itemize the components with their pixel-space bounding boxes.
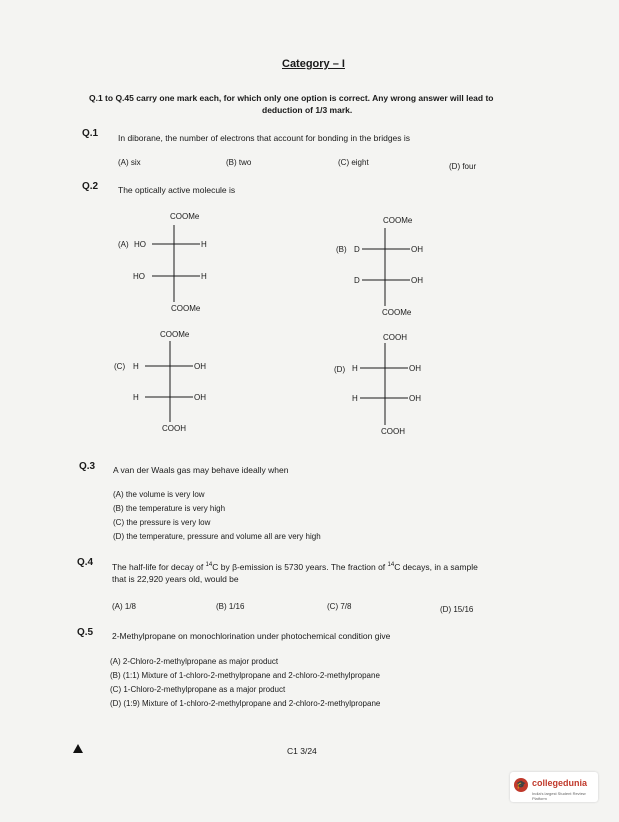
page-code: C1 3/24 bbox=[287, 746, 317, 756]
question-text: The optically active molecule is bbox=[118, 185, 236, 195]
fischer-b-r2-right: OH bbox=[411, 276, 423, 285]
option: (D) four bbox=[449, 162, 477, 171]
graduation-cap-icon: 🎓 bbox=[514, 778, 528, 792]
option: (B) the temperature is very high bbox=[113, 504, 226, 513]
question-text: A van der Waals gas may behave ideally when bbox=[113, 465, 289, 475]
question-number: Q.2 bbox=[82, 181, 99, 192]
fischer-d-r1-left: H bbox=[352, 364, 358, 373]
option: (B) (1:1) Mixture of 1-chloro-2-methylpropane and 2-chloro-2-methylpropane bbox=[110, 671, 380, 680]
fischer-d-bottom: COOH bbox=[381, 427, 405, 436]
option: (C) 7/8 bbox=[327, 602, 352, 611]
option: (A) 2-Chloro-2-methylpropane as major product bbox=[110, 657, 279, 666]
fischer-c-r2-right: OH bbox=[194, 393, 206, 402]
watermark-logo bbox=[510, 772, 598, 802]
question-number: Q.3 bbox=[79, 461, 96, 472]
watermark-tagline: India's largest Student Review Platform bbox=[532, 791, 586, 801]
question-text: In diborane, the number of electrons that account for bonding in the bridges is bbox=[118, 133, 411, 143]
fischer-c-r1-left: H bbox=[133, 362, 139, 371]
fischer-b-r1-right: OH bbox=[411, 245, 423, 254]
option: (C) eight bbox=[338, 158, 369, 167]
option: (D) the temperature, pressure and volume all are very high bbox=[113, 532, 321, 541]
fischer-a-bottom: COOMe bbox=[171, 304, 201, 313]
question-number: Q.5 bbox=[77, 627, 94, 638]
option: (D) (1:9) Mixture of 1-chloro-2-methylpropane and 2-chloro-2-methylpropane bbox=[110, 699, 381, 708]
fischer-b-r1-left: D bbox=[354, 245, 360, 254]
instructions-line-1: Q.1 to Q.45 carry one mark each, for which only one option is correct. Any wrong answer will lead to bbox=[89, 93, 494, 103]
fischer-d-r1-right: OH bbox=[409, 364, 421, 373]
fischer-a-top: COOMe bbox=[170, 212, 200, 221]
question-text: The half-life for decay of $^{14}$C by β-emission is 5730 years. The fraction of $^{14}$C decays, in a sample bbox=[112, 562, 478, 572]
question-number: Q.4 bbox=[77, 557, 94, 568]
option: (B) 1/16 bbox=[216, 602, 245, 611]
option: (C) 1-Chloro-2-methylpropane as a major product bbox=[110, 685, 286, 694]
fischer-c-top: COOMe bbox=[160, 330, 190, 339]
option: (A) 1/8 bbox=[112, 602, 137, 611]
triangle-marker-icon bbox=[73, 744, 83, 753]
option: (A) six bbox=[118, 158, 141, 167]
option: (A) the volume is very low bbox=[113, 490, 205, 499]
fischer-a-r2-right: H bbox=[201, 272, 207, 281]
fischer-a-r2-left: HO bbox=[133, 272, 145, 281]
fischer-d-r2-right: OH bbox=[409, 394, 421, 403]
fischer-d-r2-left: H bbox=[352, 394, 358, 403]
fischer-c-r1-right: OH bbox=[194, 362, 206, 371]
fischer-c-label: (C) bbox=[114, 362, 126, 371]
question-text: 2-Methylpropane on monochlorination under photochemical condition give bbox=[112, 631, 391, 641]
fischer-c-r2-left: H bbox=[133, 393, 139, 402]
watermark-brand: collegedunia bbox=[532, 778, 588, 788]
fischer-b-bottom: COOMe bbox=[382, 308, 412, 317]
fischer-d-top: COOH bbox=[383, 333, 407, 342]
option: (D) 15/16 bbox=[440, 605, 474, 614]
fischer-b-label: (B) bbox=[336, 245, 347, 254]
fischer-a-label: (A) bbox=[118, 240, 129, 249]
question-text-line-2: that is 22,920 years old, would be bbox=[112, 574, 239, 584]
option: (B) two bbox=[226, 158, 252, 167]
fischer-b-top: COOMe bbox=[383, 216, 413, 225]
fischer-a-r1-right: H bbox=[201, 240, 207, 249]
page-title: Category – I bbox=[282, 58, 345, 70]
fischer-c-bottom: COOH bbox=[162, 424, 186, 433]
fischer-b-r2-left: D bbox=[354, 276, 360, 285]
fischer-a-r1-left: HO bbox=[134, 240, 146, 249]
option: (C) the pressure is very low bbox=[113, 518, 211, 527]
question-number: Q.1 bbox=[82, 128, 99, 139]
fischer-d-label: (D) bbox=[334, 365, 346, 374]
instructions-line-2: deduction of 1/3 mark. bbox=[262, 105, 353, 115]
